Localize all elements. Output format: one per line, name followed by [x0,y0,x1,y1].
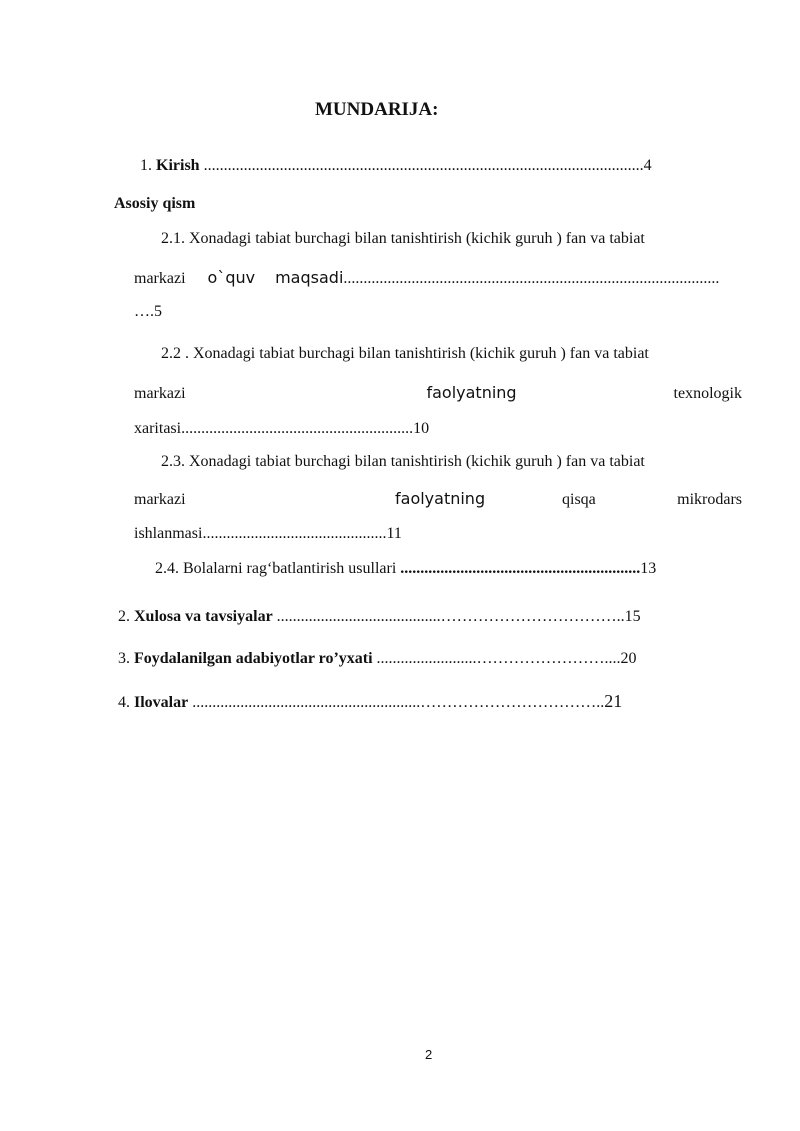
toc-label: Foydalanilgan adabiyotlar ro’yxati [134,650,373,667]
toc-page: 15 [624,608,641,625]
toc-number: 2.4. [155,560,179,577]
toc-leader: .........................................…………………………….. [272,608,625,625]
page-title: MUNDARIJA: [315,99,439,120]
toc-entry-2-2-page: xaritasi..........................................................10 [134,420,430,437]
toc-heading-asosiy: Asosiy qism [114,195,196,212]
toc-word: mikrodars [677,491,742,508]
toc-entry-ilovalar [118,691,622,712]
toc-entry-2-2-line2 [134,383,742,403]
toc-entry-2-4 [155,560,656,578]
toc-entry-2-3-page: ishlanmasi..............................................11 [134,525,402,542]
toc-word: texnologik [673,385,742,402]
toc-label: Kirish [156,157,200,174]
toc-label: Xulosa va tavsiyalar [134,608,273,625]
toc-word: markazi [134,491,186,508]
toc-page: 4 [643,157,652,174]
page-number: 2 [425,1047,433,1062]
toc-leader: .............................................................................................................. [199,157,644,174]
toc-number: 1. [140,157,152,174]
toc-word: faolyatning [426,383,517,402]
toc-entry-2-3-line1: 2.3. Xonadagi tabiat burchagi bilan tanishtirish (kichik guruh ) fan va tabiat [161,453,645,470]
toc-entry-xulosa [118,608,641,626]
toc-page: 13 [640,560,657,577]
toc-number: 4. [118,694,130,711]
toc-number: 3. [118,650,130,667]
toc-word: o`quv [207,268,256,287]
toc-label: Bolalarni rag‘batlantirish usullari [179,560,401,577]
toc-page: 20 [620,650,637,667]
toc-entry-kirish [140,157,652,175]
toc-leader: .........................................................…………………………….. [188,694,605,711]
toc-entry-2-2-line1: 2.2 . Xonadagi tabiat burchagi bilan tanishtirish (kichik guruh ) fan va tabiat [161,345,649,362]
toc-word: faolyatning [395,489,486,508]
toc-word: qisqa [562,491,596,508]
toc-number: 2. [118,608,130,625]
toc-page: 21 [604,691,623,711]
toc-label: Ilovalar [134,694,189,711]
toc-entry-2-1-line1: 2.1. Xonadagi tabiat burchagi bilan tanishtirish (kichik guruh ) fan va tabiat [161,230,645,247]
toc-word: maqsadi [275,268,344,287]
toc-entry-foydalanilgan [118,650,637,668]
toc-leader: .........................…………………….... [372,650,621,667]
toc-word: markazi [134,385,186,402]
toc-leader: .............................................................................................. [343,270,720,287]
toc-entry-2-1-line2 [134,268,742,288]
toc-word: markazi [134,270,186,287]
toc-entry-2-1-page: ….5 [134,303,162,320]
toc-leader: ............................................................ [400,560,641,577]
